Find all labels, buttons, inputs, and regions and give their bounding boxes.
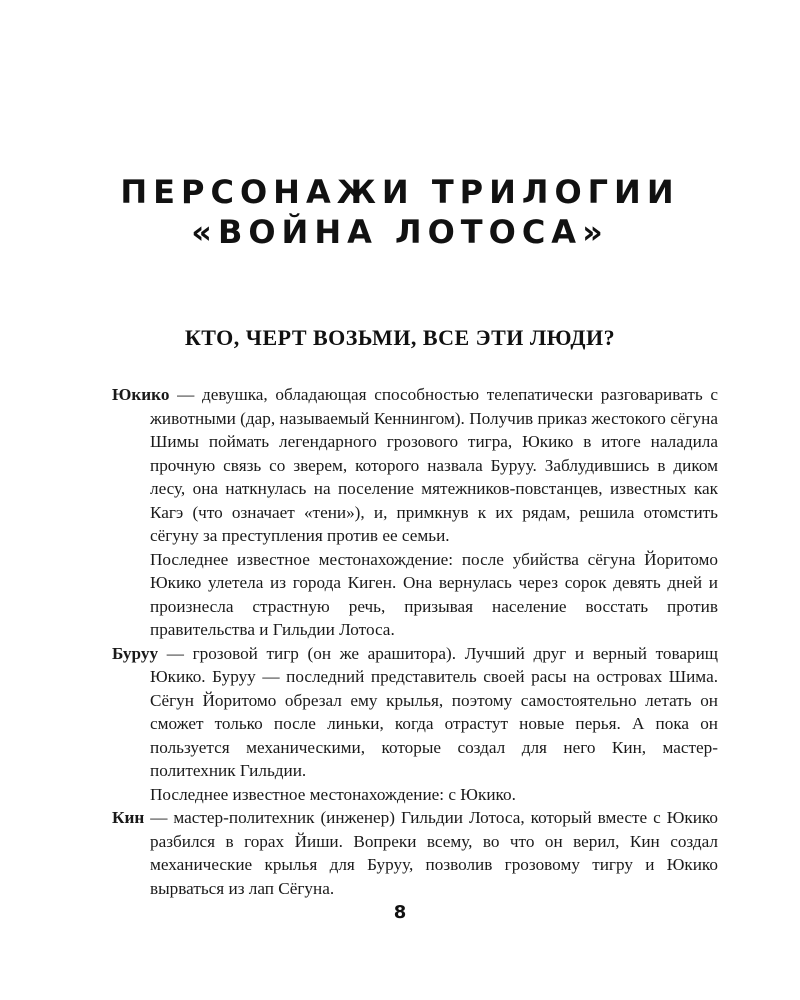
chapter-title-line-2: «ВОЙНА ЛОТОСА» [191, 213, 609, 251]
character-entry-yukiko [112, 383, 718, 642]
character-description-text: — девушка, обладающая способностью телепатически разговаривать с животными (дар, называемый Кеннингом). Получив приказ жестокого сёгуна Шимы поймать легендарного грозового тигра, Юкико в итоге наладила прочную связь со зверем, которого назвала Буруу. Заблудившись в диком лесу, она наткнулась на поселение мятежников-повстанцев, известных как Кагэ (что означает «тени»), и, примкнув к их рядам, решила отомстить сёгуну за преступления против ее семьи. [150, 385, 718, 545]
character-list [112, 383, 718, 900]
chapter-title-line-1: ПЕРСОНАЖИ ТРИЛОГИИ [120, 173, 680, 211]
page-number: 8 [393, 902, 407, 923]
character-entry-kin [112, 806, 718, 900]
character-name: Буруу [112, 643, 159, 663]
character-location: Последнее известное местонахождение: после убийства сёгуна Йоритомо Юкико улетела из города Киген. Она вернулась через сорок девять дней и произнесла страстную речь, призывая население восстать против правительства и Гильдии Лотоса. [150, 549, 718, 639]
character-description [112, 383, 718, 548]
character-name: Юкико [112, 385, 170, 404]
chapter-subtitle: КТО, ЧЕРТ ВОЗЬМИ, ВСЕ ЭТИ ЛЮДИ? [184, 325, 616, 350]
character-entry-buruu [112, 642, 718, 807]
character-name: Кин [112, 808, 145, 827]
character-description-text: — мастер-политехник (инженер) Гильдии Лотоса, который вместе с Юкико разбился в горах Йиши. Вопреки всему, во что он верил, Кин создал механические крылья для Буруу, позволив грозовому тигру и Юкико вырваться из лап Сёгуна. [144, 808, 718, 898]
character-description-text: — грозовой тигр (он же арашитора). Лучший друг и верный товарищ Юкико. Буруу — последний представитель своей расы на островах Шима. Сёгун Йоритомо обрезал ему крылья, поэтому самостоятельно летать он сможет только после линьки, когда отрастут новые перья. А пока он пользуется механическими, которые создал для него Кин, мастер-политехник Гильдии. [150, 643, 718, 780]
character-location: Последнее известное местонахождение: с Юкико. [150, 784, 516, 804]
chapter-title [0, 172, 800, 252]
character-description [112, 642, 718, 783]
character-description [112, 806, 718, 900]
